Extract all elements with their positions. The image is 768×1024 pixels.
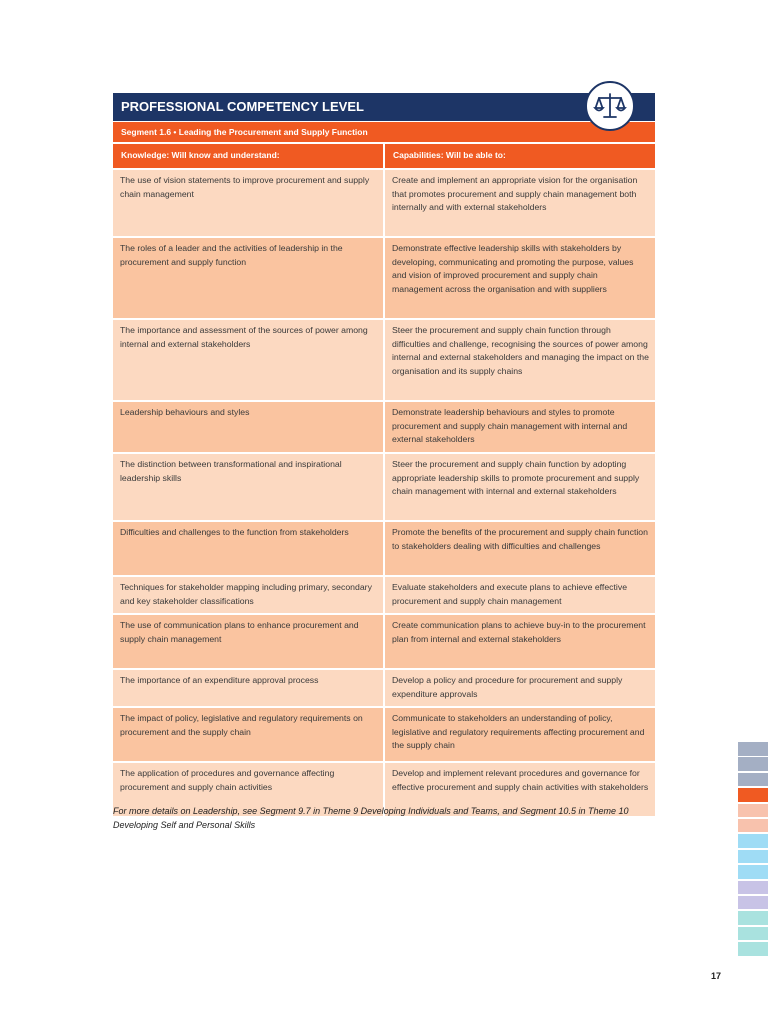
theme-tab bbox=[738, 834, 768, 848]
table-header bbox=[113, 142, 655, 168]
knowledge-cell: Techniques for stakeholder mapping including primary, secondary and key stakeholder classifications bbox=[113, 577, 383, 613]
competency-table-body bbox=[113, 168, 655, 816]
theme-tabs bbox=[738, 742, 768, 957]
table-row bbox=[113, 668, 655, 706]
table-row bbox=[113, 575, 655, 613]
capability-cell: Communicate to stakeholders an understanding of policy, legislative and regulatory requirements affecting procurement and the supply chain bbox=[385, 708, 655, 761]
theme-tab bbox=[738, 819, 768, 833]
capability-cell: Create communication plans to achieve buy-in to the procurement plan from internal and external stakeholders bbox=[385, 615, 655, 668]
page-number: 17 bbox=[711, 971, 722, 981]
competency-panel bbox=[113, 93, 655, 816]
table-row bbox=[113, 452, 655, 520]
knowledge-header: Knowledge: Will know and understand: bbox=[113, 144, 383, 168]
panel-title: PROFESSIONAL COMPETENCY LEVEL bbox=[113, 93, 655, 121]
theme-tab bbox=[738, 927, 768, 941]
segment-heading: Segment 1.6 • Leading the Procurement and Supply Function bbox=[113, 121, 655, 142]
table-row bbox=[113, 706, 655, 761]
capability-cell: Steer the procurement and supply chain function by adopting appropriate leadership skills to promote procurement and supply chain management with internal and external stakeholders bbox=[385, 454, 655, 520]
capability-cell: Promote the benefits of the procurement and supply chain function to stakeholders dealing with difficulties and challenges bbox=[385, 522, 655, 575]
theme-tab bbox=[738, 942, 768, 956]
theme-tab bbox=[738, 911, 768, 925]
capability-cell: Evaluate stakeholders and execute plans to achieve effective procurement and supply chain management bbox=[385, 577, 655, 613]
theme-tab bbox=[738, 896, 768, 910]
knowledge-cell: The distinction between transformational and inspirational leadership skills bbox=[113, 454, 383, 520]
capability-cell: Develop a policy and procedure for procurement and supply expenditure approvals bbox=[385, 670, 655, 706]
knowledge-cell: The use of vision statements to improve procurement and supply chain management bbox=[113, 170, 383, 236]
knowledge-cell: The impact of policy, legislative and regulatory requirements on procurement and the supply chain bbox=[113, 708, 383, 761]
theme-tab bbox=[738, 742, 768, 756]
capabilities-header: Capabilities: Will be able to: bbox=[385, 144, 655, 168]
table-row bbox=[113, 318, 655, 400]
table-row bbox=[113, 236, 655, 318]
theme-tab bbox=[738, 850, 768, 864]
knowledge-cell: The importance of an expenditure approval process bbox=[113, 670, 383, 706]
theme-tab bbox=[738, 773, 768, 787]
theme-tab bbox=[738, 788, 768, 802]
theme-tab bbox=[738, 881, 768, 895]
table-row bbox=[113, 520, 655, 575]
theme-tab bbox=[738, 804, 768, 818]
knowledge-cell: The importance and assessment of the sources of power among internal and external stakeholders bbox=[113, 320, 383, 400]
knowledge-cell: Leadership behaviours and styles bbox=[113, 402, 383, 452]
capability-cell: Demonstrate leadership behaviours and styles to promote procurement and supply chain management with internal and external stakeholders bbox=[385, 402, 655, 452]
capability-cell: Steer the procurement and supply chain function through difficulties and challenge, recognising the sources of power among internal and external stakeholders and managing the impact on the organisation and its supply chains bbox=[385, 320, 655, 400]
knowledge-cell: The roles of a leader and the activities of leadership in the procurement and supply function bbox=[113, 238, 383, 318]
table-row bbox=[113, 168, 655, 236]
table-row bbox=[113, 613, 655, 668]
knowledge-cell: Difficulties and challenges to the function from stakeholders bbox=[113, 522, 383, 575]
capability-cell: Demonstrate effective leadership skills with stakeholders by developing, communicating and promoting the purpose, values and vision of improved procurement and supply chain management across the organisation and with suppliers bbox=[385, 238, 655, 318]
knowledge-cell: The use of communication plans to enhance procurement and supply chain management bbox=[113, 615, 383, 668]
capability-cell: Create and implement an appropriate vision for the organisation that promotes procurement and supply chain management both internally and with external stakeholders bbox=[385, 170, 655, 236]
capability-cell: Develop and implement relevant procedures and governance for effective procurement and supply chain activities with stakeholders bbox=[385, 763, 655, 816]
table-row bbox=[113, 400, 655, 452]
scales-of-justice-icon bbox=[585, 81, 635, 131]
knowledge-cell: The application of procedures and governance affecting procurement and supply chain activities bbox=[113, 763, 383, 816]
footnote: For more details on Leadership, see Segment 9.7 in Theme 9 Developing Individuals and Teams, and Segment 10.5 in Theme 10 Developing Self and Personal Skills bbox=[113, 806, 629, 830]
theme-tab bbox=[738, 757, 768, 771]
theme-tab bbox=[738, 865, 768, 879]
